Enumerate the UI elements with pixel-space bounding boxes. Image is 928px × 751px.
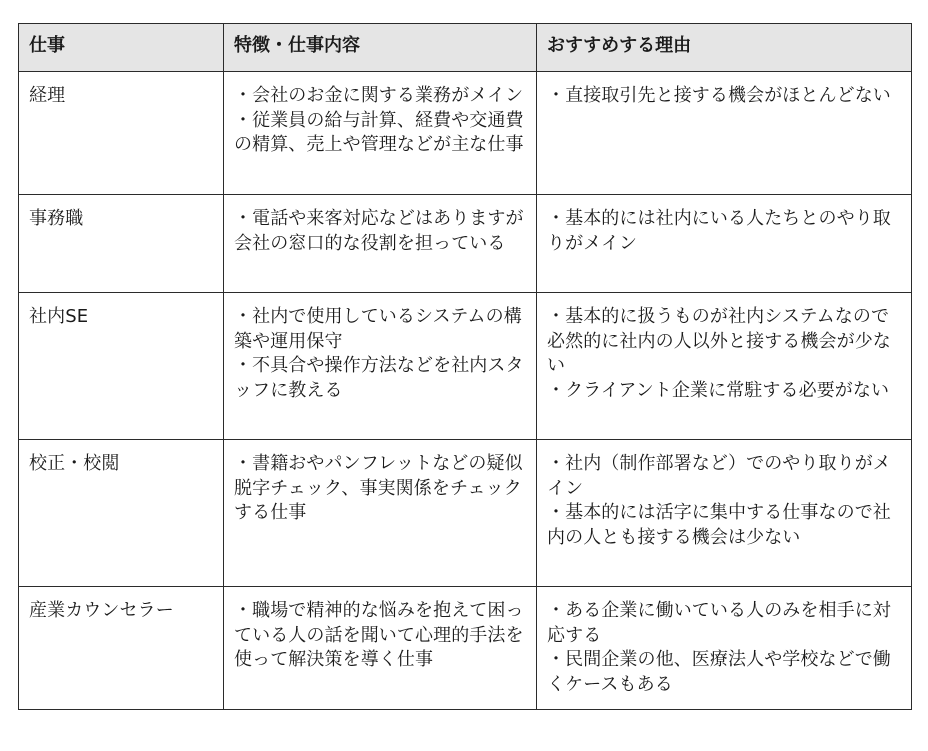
jobs-table: [18, 23, 912, 710]
table-row: [19, 293, 912, 440]
header-row: [19, 24, 912, 72]
job-cell: 校正・校閲: [19, 440, 224, 587]
features-cell: [224, 293, 537, 440]
feature-line: ・職場で精神的な悩みを抱えて困っている人の話を聞いて心理的手法を使って解決策を導く仕事: [234, 600, 524, 671]
job-cell: 事務職: [19, 195, 224, 293]
reason-line: ・直接取引先と接する機会がほとんどない: [547, 85, 891, 106]
header-reasons: おすすめする理由: [537, 24, 912, 72]
reason-line: ・民間企業の他、医療法人や学校などで働くケースもある: [547, 649, 891, 695]
features-cell: [224, 587, 537, 710]
header-job: 仕事: [19, 24, 224, 72]
job-cell: 産業カウンセラー: [19, 587, 224, 710]
job-cell: 社内SE: [19, 293, 224, 440]
table-row: [19, 195, 912, 293]
reason-line: ・クライアント企業に常駐する必要がない: [547, 379, 890, 401]
features-cell: [224, 440, 537, 587]
table-row: [19, 587, 912, 710]
reason-line: ・基本的には活字に集中する仕事なので社内の人とも接する機会は少ない: [547, 502, 891, 548]
feature-line: ・電話や来客対応などはありますが会社の窓口的な役割を担っている: [234, 208, 524, 254]
feature-line: ・会社のお金に関する業務がメイン: [234, 85, 524, 106]
reasons-cell: [537, 72, 912, 195]
reason-line: ・基本的に扱うものが社内システムなので必然的に社内の人以外と接する機会が少ない: [547, 306, 891, 377]
header-features: 特徴・仕事内容: [224, 24, 537, 72]
reasons-cell: [537, 195, 912, 293]
job-cell: 経理: [19, 72, 224, 195]
reasons-cell: [537, 587, 912, 710]
features-cell: [224, 72, 537, 195]
table-row: [19, 72, 912, 195]
reason-line: ・社内（制作部署など）でのやり取りがメイン: [547, 453, 891, 499]
feature-line: ・書籍おやパンフレットなどの疑似脱字チェック、事実関係をチェックする仕事: [234, 453, 523, 524]
feature-line: ・不具合や操作方法などを社内スタッフに教える: [234, 355, 524, 401]
reason-line: ・ある企業に働いている人のみを相手に対応する: [547, 600, 891, 646]
feature-line: ・従業員の給与計算、経費や交通費の精算、売上や管理などが主な仕事: [234, 109, 524, 156]
table-row: [19, 440, 912, 587]
feature-line: ・社内で使用しているシステムの構築や運用保守: [234, 306, 522, 352]
reasons-cell: [537, 440, 912, 587]
reason-line: ・基本的には社内にいる人たちとのやり取りがメイン: [547, 208, 891, 254]
features-cell: [224, 195, 537, 293]
reasons-cell: [537, 293, 912, 440]
